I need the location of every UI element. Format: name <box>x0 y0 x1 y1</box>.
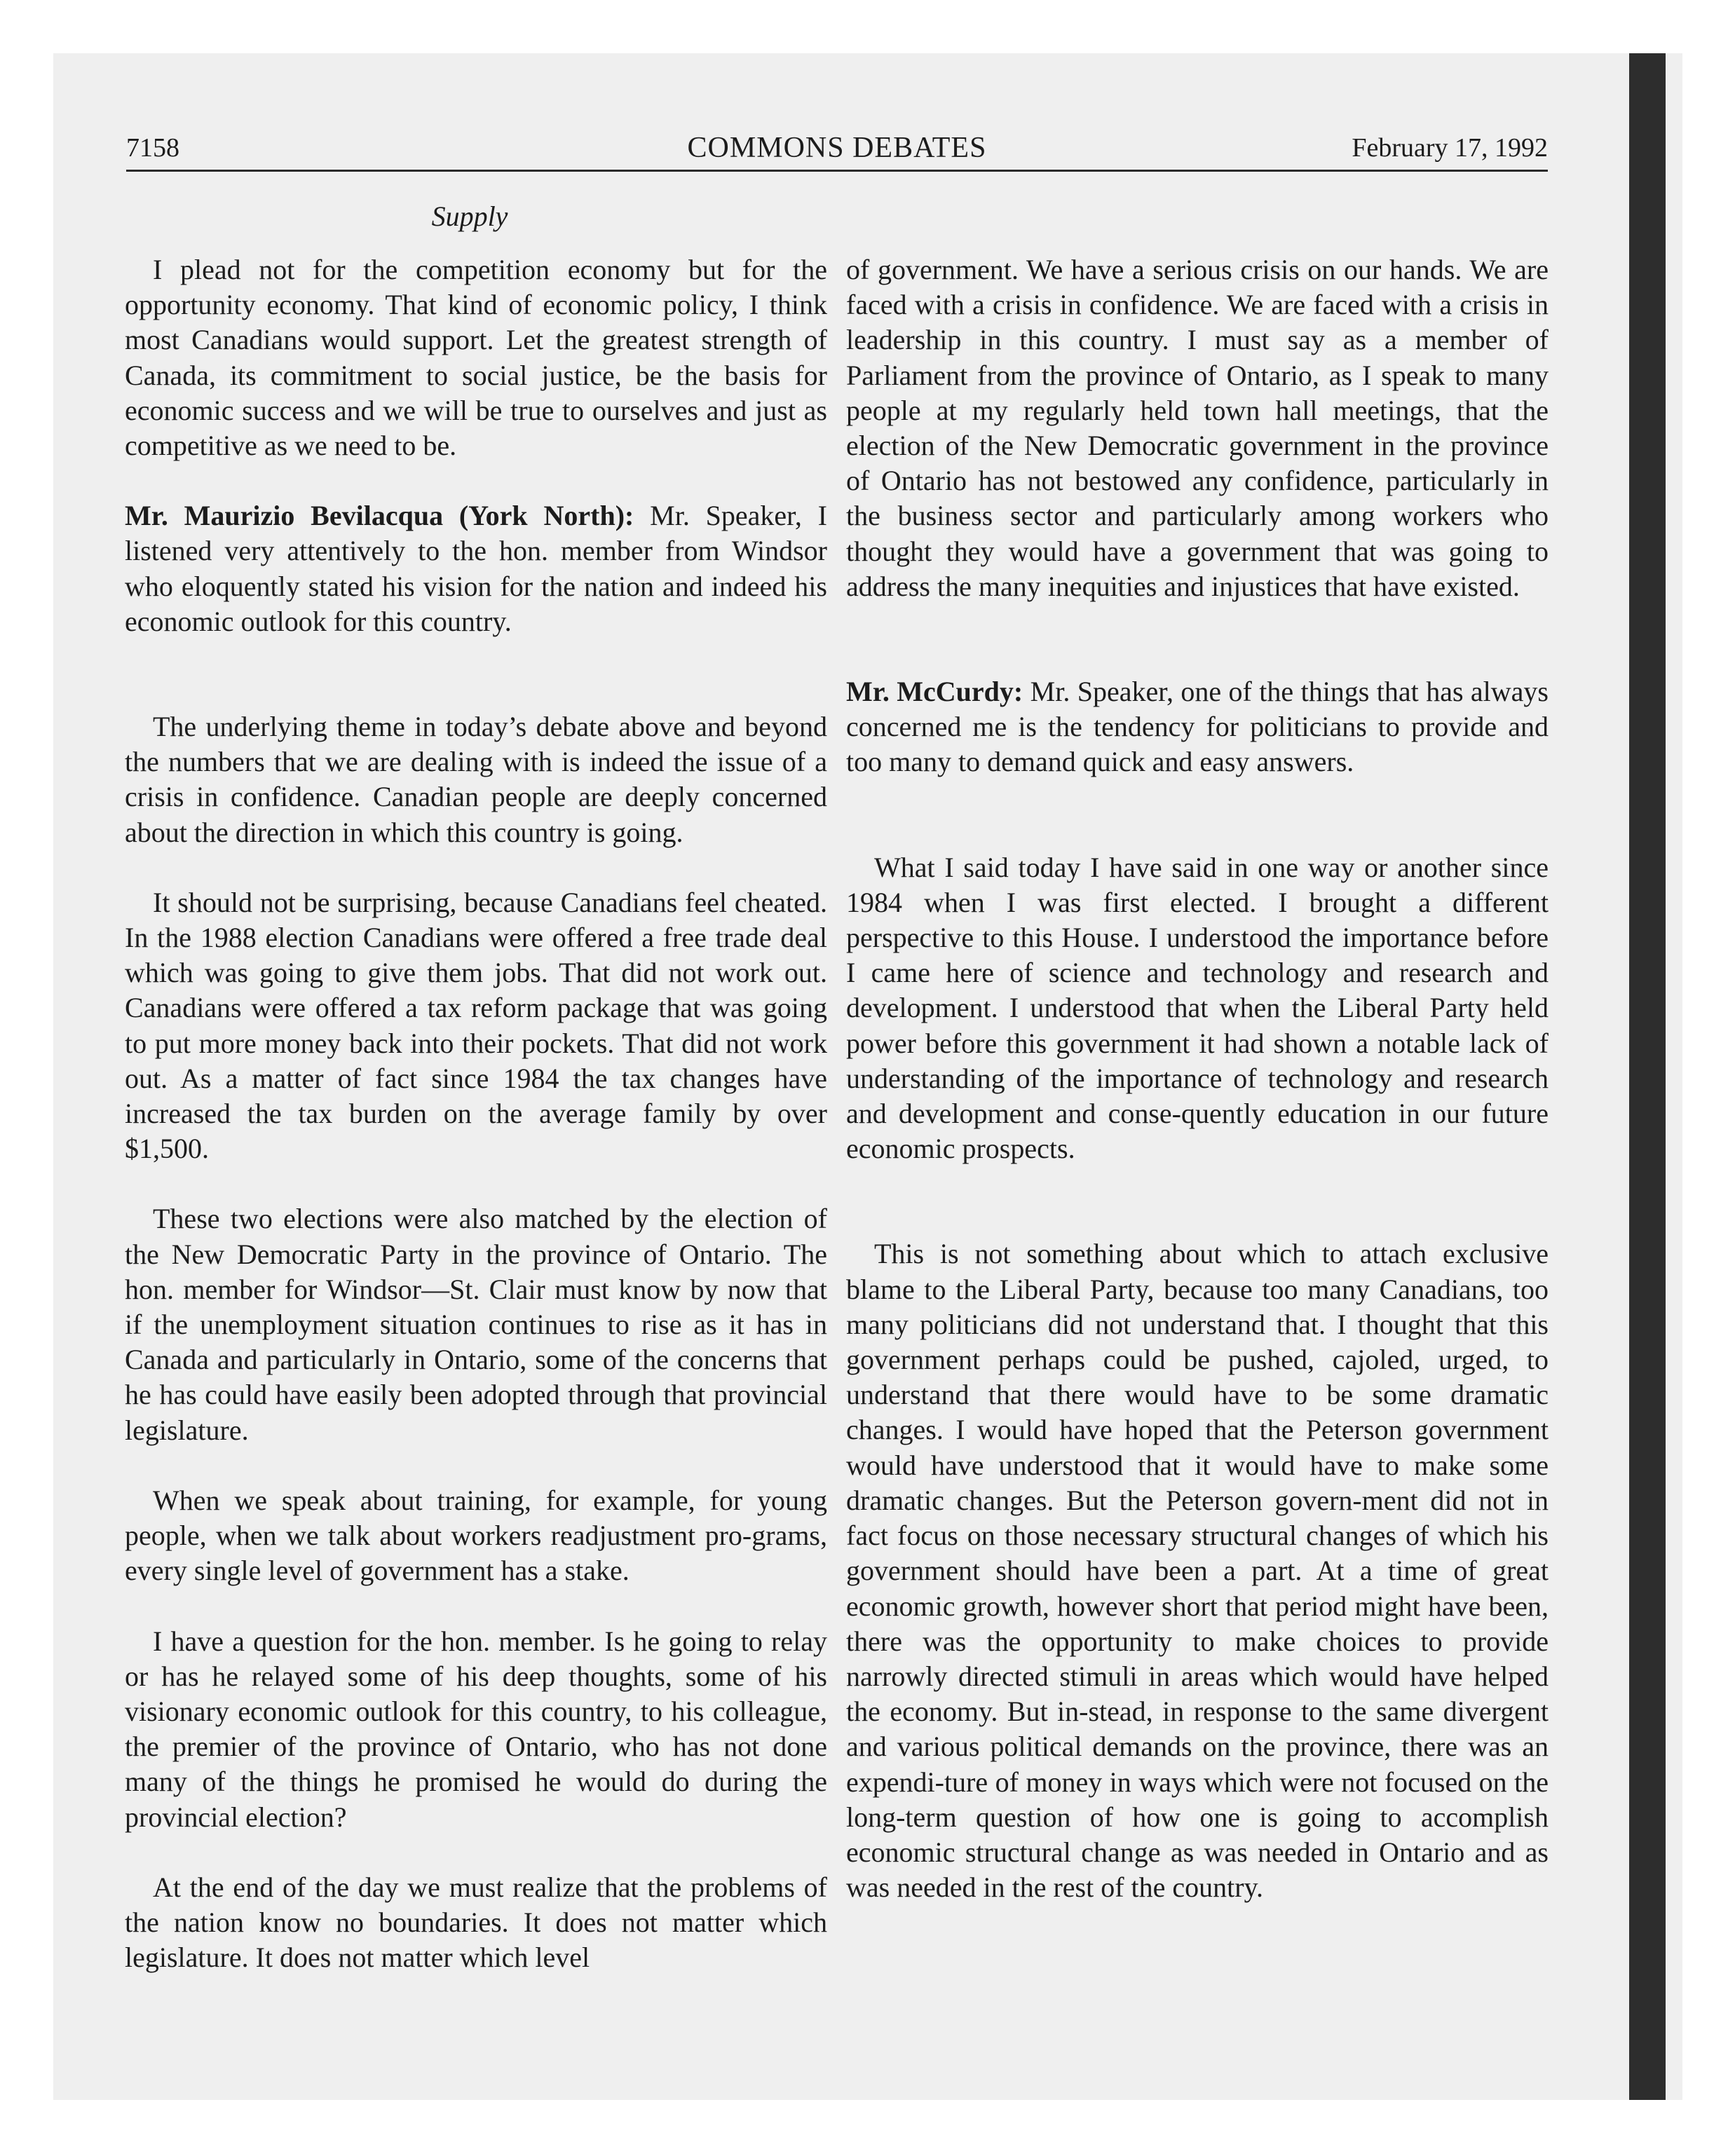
speaker-name: Mr. Maurizio Bevilacqua (York North): <box>125 500 634 532</box>
paragraph: What I said today I have said in one way or another since 1984 when I was first elected. I brought a different perspective to this House. I understood the importance before I came here of science and technology and research and development. I understood that when the Liberal Party held power before this government it had shown a notable lack of understanding of the importance of technology and research and development and conse-quently education in our future economic prospects. <box>846 851 1549 1165</box>
paragraph: It should not be surprising, because Canadians feel cheated. In the 1988 election Canadians were offered a free trade deal which was going to give them jobs. That did not work out. Canadians were offered a tax reform package that was going to put more money back into their pockets. That did not work out. As a matter of fact since 1984 the tax changes have increased the tax burden on the average family by over $1,500. <box>125 886 827 1165</box>
paragraph-continued: of government. We have a serious crisis on our hands. We are faced with a crisis in confidence. We are faced with a crisis in leadership in this country. I must say as a member of Parliament from the province of Ontario, as I speak to many people at my regularly held town hall meetings, that the election of the New Democratic government in the province of Ontario has not bestowed any confidence, particularly in the business sector and particularly among workers who thought they would have a government that was going to address the many inequities and injustices that have existed. <box>846 254 1549 602</box>
section-title: Supply <box>431 200 508 232</box>
journal-title: COMMONS DEBATES <box>687 132 987 164</box>
publication-date: February 17, 1992 <box>1352 133 1548 163</box>
right-column <box>846 252 1549 1940</box>
paragraph: I plead not for the competition economy but for the opportunity economy. That kind of economic policy, I think most Canadians would support. Let the greatest strength of Canada, its commitment to social justice, be the basis for economic success and we will be true to ourselves and just as competitive as we need to be. <box>125 254 827 462</box>
speech-paragraph <box>846 674 1549 780</box>
paragraph: When we speak about training, for example, for young people, when we talk about workers readjustment pro-grams, every single level of government has a stake. <box>125 1484 827 1587</box>
page-number: 7158 <box>126 133 179 163</box>
speech-paragraph <box>125 498 827 639</box>
paragraph: The underlying theme in today’s debate above and beyond the numbers that we are dealing with is indeed the issue of a crisis in confidence. Canadian people are deeply concerned about the direction in which this country is going. <box>125 711 827 848</box>
paragraph: At the end of the day we must realize that the problems of the nation know no boundaries. It does not matter which legislature. It does not matter which level <box>125 1871 827 1974</box>
paragraph: These two elections were also matched by the election of the New Democratic Party in the province of Ontario. The hon. member for Windsor—St. Clair must know by now that if the unemployment situation continues to rise as it has in Canada and particularly in Ontario, some of the concerns that he has could have easily been adopted through that provincial legislature. <box>125 1203 827 1446</box>
page-header <box>126 130 1548 172</box>
paragraph: I have a question for the hon. member. Is he going to relay or has he relayed some of his deep thoughts, some of his visionary economic outlook for this country, to his colleague, the premier of the province of Ontario, who has not done many of the things he promised he would do during the provincial election? <box>125 1625 827 1833</box>
left-column <box>125 252 827 2010</box>
speech-text: Mr. Speaker, one of the things that has always concerned me is the tendency for politicians to provide and too many to demand quick and easy answers. <box>846 676 1549 778</box>
scan-edge-shadow <box>1629 53 1666 2100</box>
paragraph: This is not something about which to attach exclusive blame to the Liberal Party, because too many Canadians, too many politicians did not understand that. I thought that this government perhaps could be pushed, cajoled, urged, to understand that there would have to be some dramatic changes. I would have hoped that the Peterson government would have understood that it would have to make some dramatic changes. But the Peterson govern-ment did not in fact focus on those necessary structural changes of which his government should have been a part. At a time of great economic growth, however short that period might have been, there was the opportunity to make choices to provide narrowly directed stimuli in areas which would have helped the economy. But in-stead, in response to the same divergent and various political demands on the province, there was an expendi-ture of money in ways which were not focused on the long-term question of how one is going to accomplish economic structural change as was needed in Ontario and as was needed in the rest of the country. <box>846 1238 1549 1904</box>
speech-text: Mr. Speaker, I listened very attentively to the hon. member from Windsor who eloquently stated his vision for the nation and indeed his economic outlook for this country. <box>125 500 827 637</box>
speaker-name: Mr. McCurdy: <box>846 676 1023 708</box>
